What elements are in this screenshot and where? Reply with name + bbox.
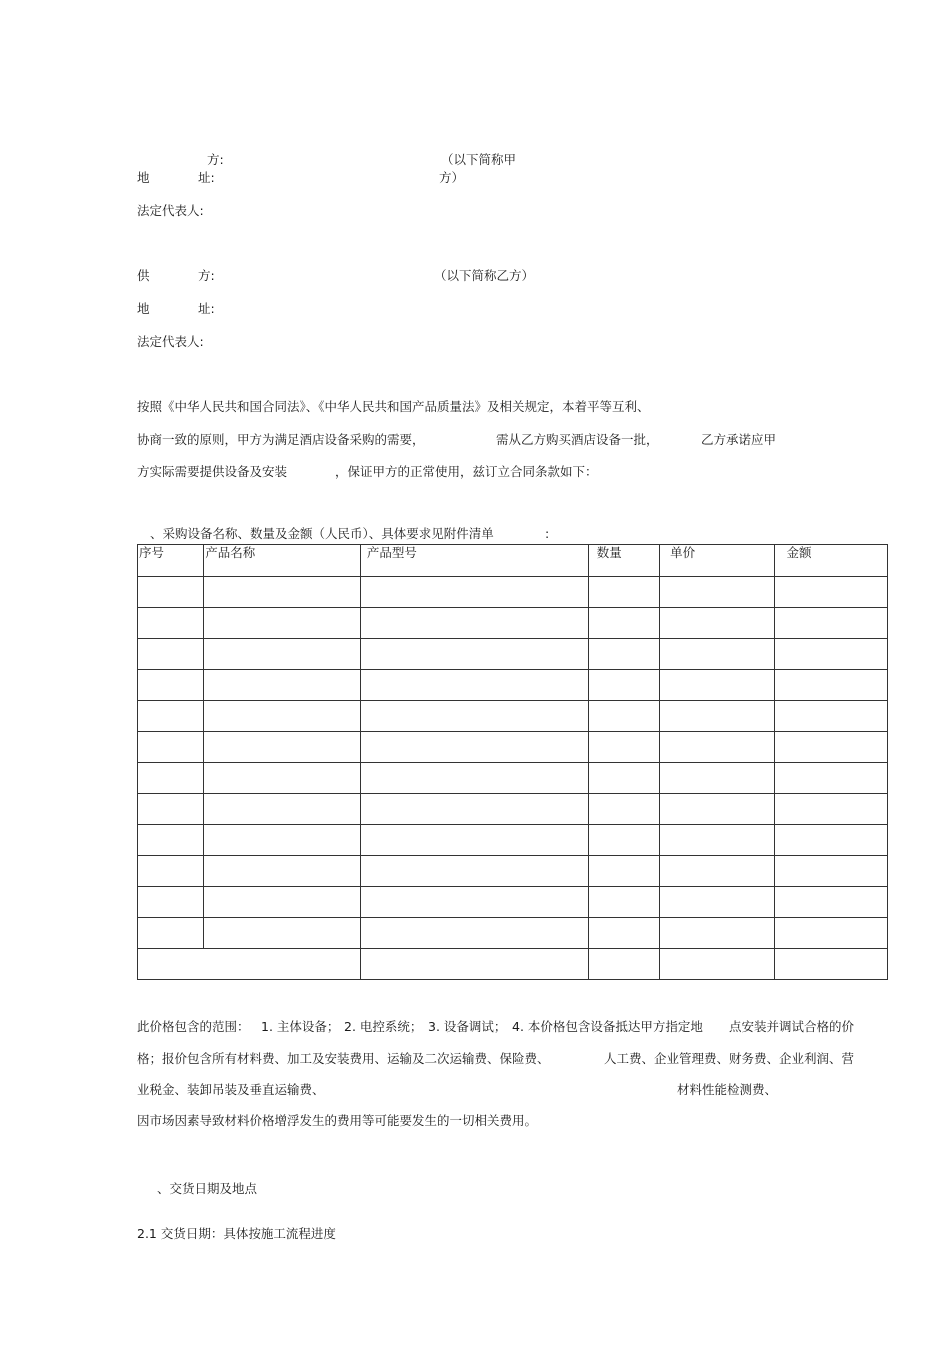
table-cell[interactable] [660,949,774,980]
party-b-label-1: 供 [137,268,150,283]
table-cell-total-label[interactable] [138,949,361,980]
table-cell[interactable] [360,608,588,639]
table-cell[interactable] [360,639,588,670]
table-cell[interactable] [660,918,774,949]
table-cell[interactable] [588,887,659,918]
header-product-model: 产品型号 [360,545,588,577]
table-cell[interactable] [660,825,774,856]
table-row [138,887,888,918]
scope-line-1b: 1. 主体设备； [261,1019,340,1034]
table-cell[interactable] [360,670,588,701]
table-cell[interactable] [360,856,588,887]
party-b-rep-label: 法定代表人: [137,334,204,349]
table-row [138,918,888,949]
table-cell[interactable] [588,608,659,639]
table-cell[interactable] [774,856,887,887]
table-cell[interactable] [360,794,588,825]
table-cell[interactable] [138,639,204,670]
party-b-note: （以下简称乙方） [434,268,535,283]
table-row [138,639,888,670]
table-cell[interactable] [660,701,774,732]
table-cell[interactable] [660,763,774,794]
table-row [138,670,888,701]
table-cell[interactable] [588,577,659,608]
table-total-row [138,949,888,980]
table-cell[interactable] [660,732,774,763]
table-cell[interactable] [360,918,588,949]
table-cell[interactable] [660,577,774,608]
equipment-table [137,544,888,980]
preamble-line-2b: 需从乙方购买酒店设备一批， [496,432,659,447]
preamble-line-3a: 方实际需要提供设备及安装 [137,464,288,479]
table-row [138,794,888,825]
table-cell[interactable] [774,949,887,980]
table-cell[interactable] [660,670,774,701]
table-cell[interactable] [774,608,887,639]
table-cell[interactable] [204,856,361,887]
party-b-address-label-2: 址: [198,301,215,316]
table-cell[interactable] [360,577,588,608]
table-cell[interactable] [660,887,774,918]
preamble-line-2c: 乙方承诺应甲 [701,432,777,447]
table-cell[interactable] [204,701,361,732]
table-cell[interactable] [774,918,887,949]
table-cell[interactable] [204,887,361,918]
table-cell[interactable] [774,701,887,732]
table-cell[interactable] [138,608,204,639]
party-a-address-label-1: 地 [137,170,150,185]
table-cell[interactable] [138,887,204,918]
table-cell[interactable] [138,577,204,608]
table-cell[interactable] [588,918,659,949]
table-cell[interactable] [360,763,588,794]
header-unit-price: 单价 [660,545,774,577]
table-cell[interactable] [588,825,659,856]
party-a-rep-label: 法定代表人: [137,203,204,218]
preamble-line-1: 按照《中华人民共和国合同法》、《中华人民共和国产品质量法》及相关规定，本着平等互利、 [137,399,650,414]
table-cell[interactable] [660,794,774,825]
scope-line-2a: 格；报价包含所有材料费、加工及安装费用、运输及二次运输费、保险费、 [137,1051,550,1066]
section-2-1: 2.1 交货日期：具体按施工流程进度 [137,1226,336,1241]
scope-line-1d: 3. 设备调试； [428,1019,507,1034]
table-cell[interactable] [774,825,887,856]
scope-line-2b: 人工费、企业管理费、财务费、企业利润、营 [604,1051,855,1066]
table-cell[interactable] [360,887,588,918]
table-cell[interactable] [204,577,361,608]
table-cell[interactable] [588,732,659,763]
party-a-label: 方: [207,152,224,167]
table-header-row [138,545,888,577]
preamble-line-3b: ，保证甲方的正常使用，兹订立合同条款如下： [335,464,598,479]
header-seq: 序号 [138,545,204,577]
table-cell[interactable] [588,639,659,670]
table-cell[interactable] [138,918,204,949]
party-a-note: （以下简称甲 [441,152,517,167]
party-a-note-2: 方） [439,170,465,185]
table-row [138,577,888,608]
scope-line-1c: 2. 电控系统； [344,1019,423,1034]
header-product-name: 产品名称 [204,545,361,577]
party-a-address-label-2: 址: [198,170,215,185]
header-amount: 金额 [774,545,887,577]
scope-line-4: 因市场因素导致材料价格增浮发生的费用等可能要发生的一切相关费用。 [137,1113,538,1128]
table-cell[interactable] [660,856,774,887]
table-cell[interactable] [588,794,659,825]
scope-line-1f: 点安装并调试合格的价 [729,1019,855,1034]
table-row [138,825,888,856]
table-cell[interactable] [360,949,588,980]
table-cell[interactable] [204,670,361,701]
table-cell[interactable] [204,763,361,794]
table-cell[interactable] [660,608,774,639]
scope-line-1e: 4. 本价格包含设备抵达甲方指定地 [512,1019,703,1034]
table-row [138,856,888,887]
table-cell[interactable] [204,918,361,949]
scope-line-3b: 材料性能检测费、 [677,1082,778,1097]
table-cell[interactable] [588,701,659,732]
table-row [138,608,888,639]
table-row [138,763,888,794]
table-cell[interactable] [774,732,887,763]
section-2-title: 、交货日期及地点 [157,1181,258,1196]
table-cell[interactable] [774,577,887,608]
table-cell[interactable] [774,887,887,918]
table-cell[interactable] [138,732,204,763]
table-cell[interactable] [138,701,204,732]
table-cell[interactable] [360,732,588,763]
table-cell[interactable] [774,763,887,794]
party-b-label-2: 方: [198,268,215,283]
table-cell[interactable] [138,670,204,701]
table-cell[interactable] [138,763,204,794]
table-cell[interactable] [138,856,204,887]
section-1-colon: : [545,526,550,541]
table-row [138,732,888,763]
table-cell[interactable] [204,794,361,825]
table-cell[interactable] [138,794,204,825]
preamble-line-2a: 协商一致的原则，甲方为满足酒店设备采购的需要， [137,432,425,447]
table-cell[interactable] [360,701,588,732]
table-cell[interactable] [204,639,361,670]
section-1-title: 、采购设备名称、数量及金额（人民币）、具体要求见附件清单 [150,526,494,541]
table-cell[interactable] [360,825,588,856]
table-cell[interactable] [774,639,887,670]
table-cell[interactable] [588,949,659,980]
table-row [138,701,888,732]
scope-line-3a: 业税金、装卸吊装及垂直运输费、 [137,1082,325,1097]
table-cell[interactable] [588,856,659,887]
table-cell[interactable] [588,670,659,701]
table-cell[interactable] [774,794,887,825]
party-b-address-label-1: 地 [137,301,150,316]
table-cell[interactable] [204,608,361,639]
table-cell[interactable] [774,670,887,701]
table-cell[interactable] [588,763,659,794]
table-cell[interactable] [138,825,204,856]
scope-line-1a: 此价格包含的范围： [137,1019,250,1034]
header-quantity: 数量 [588,545,659,577]
table-cell[interactable] [660,639,774,670]
table-cell[interactable] [204,732,361,763]
table-cell[interactable] [204,825,361,856]
